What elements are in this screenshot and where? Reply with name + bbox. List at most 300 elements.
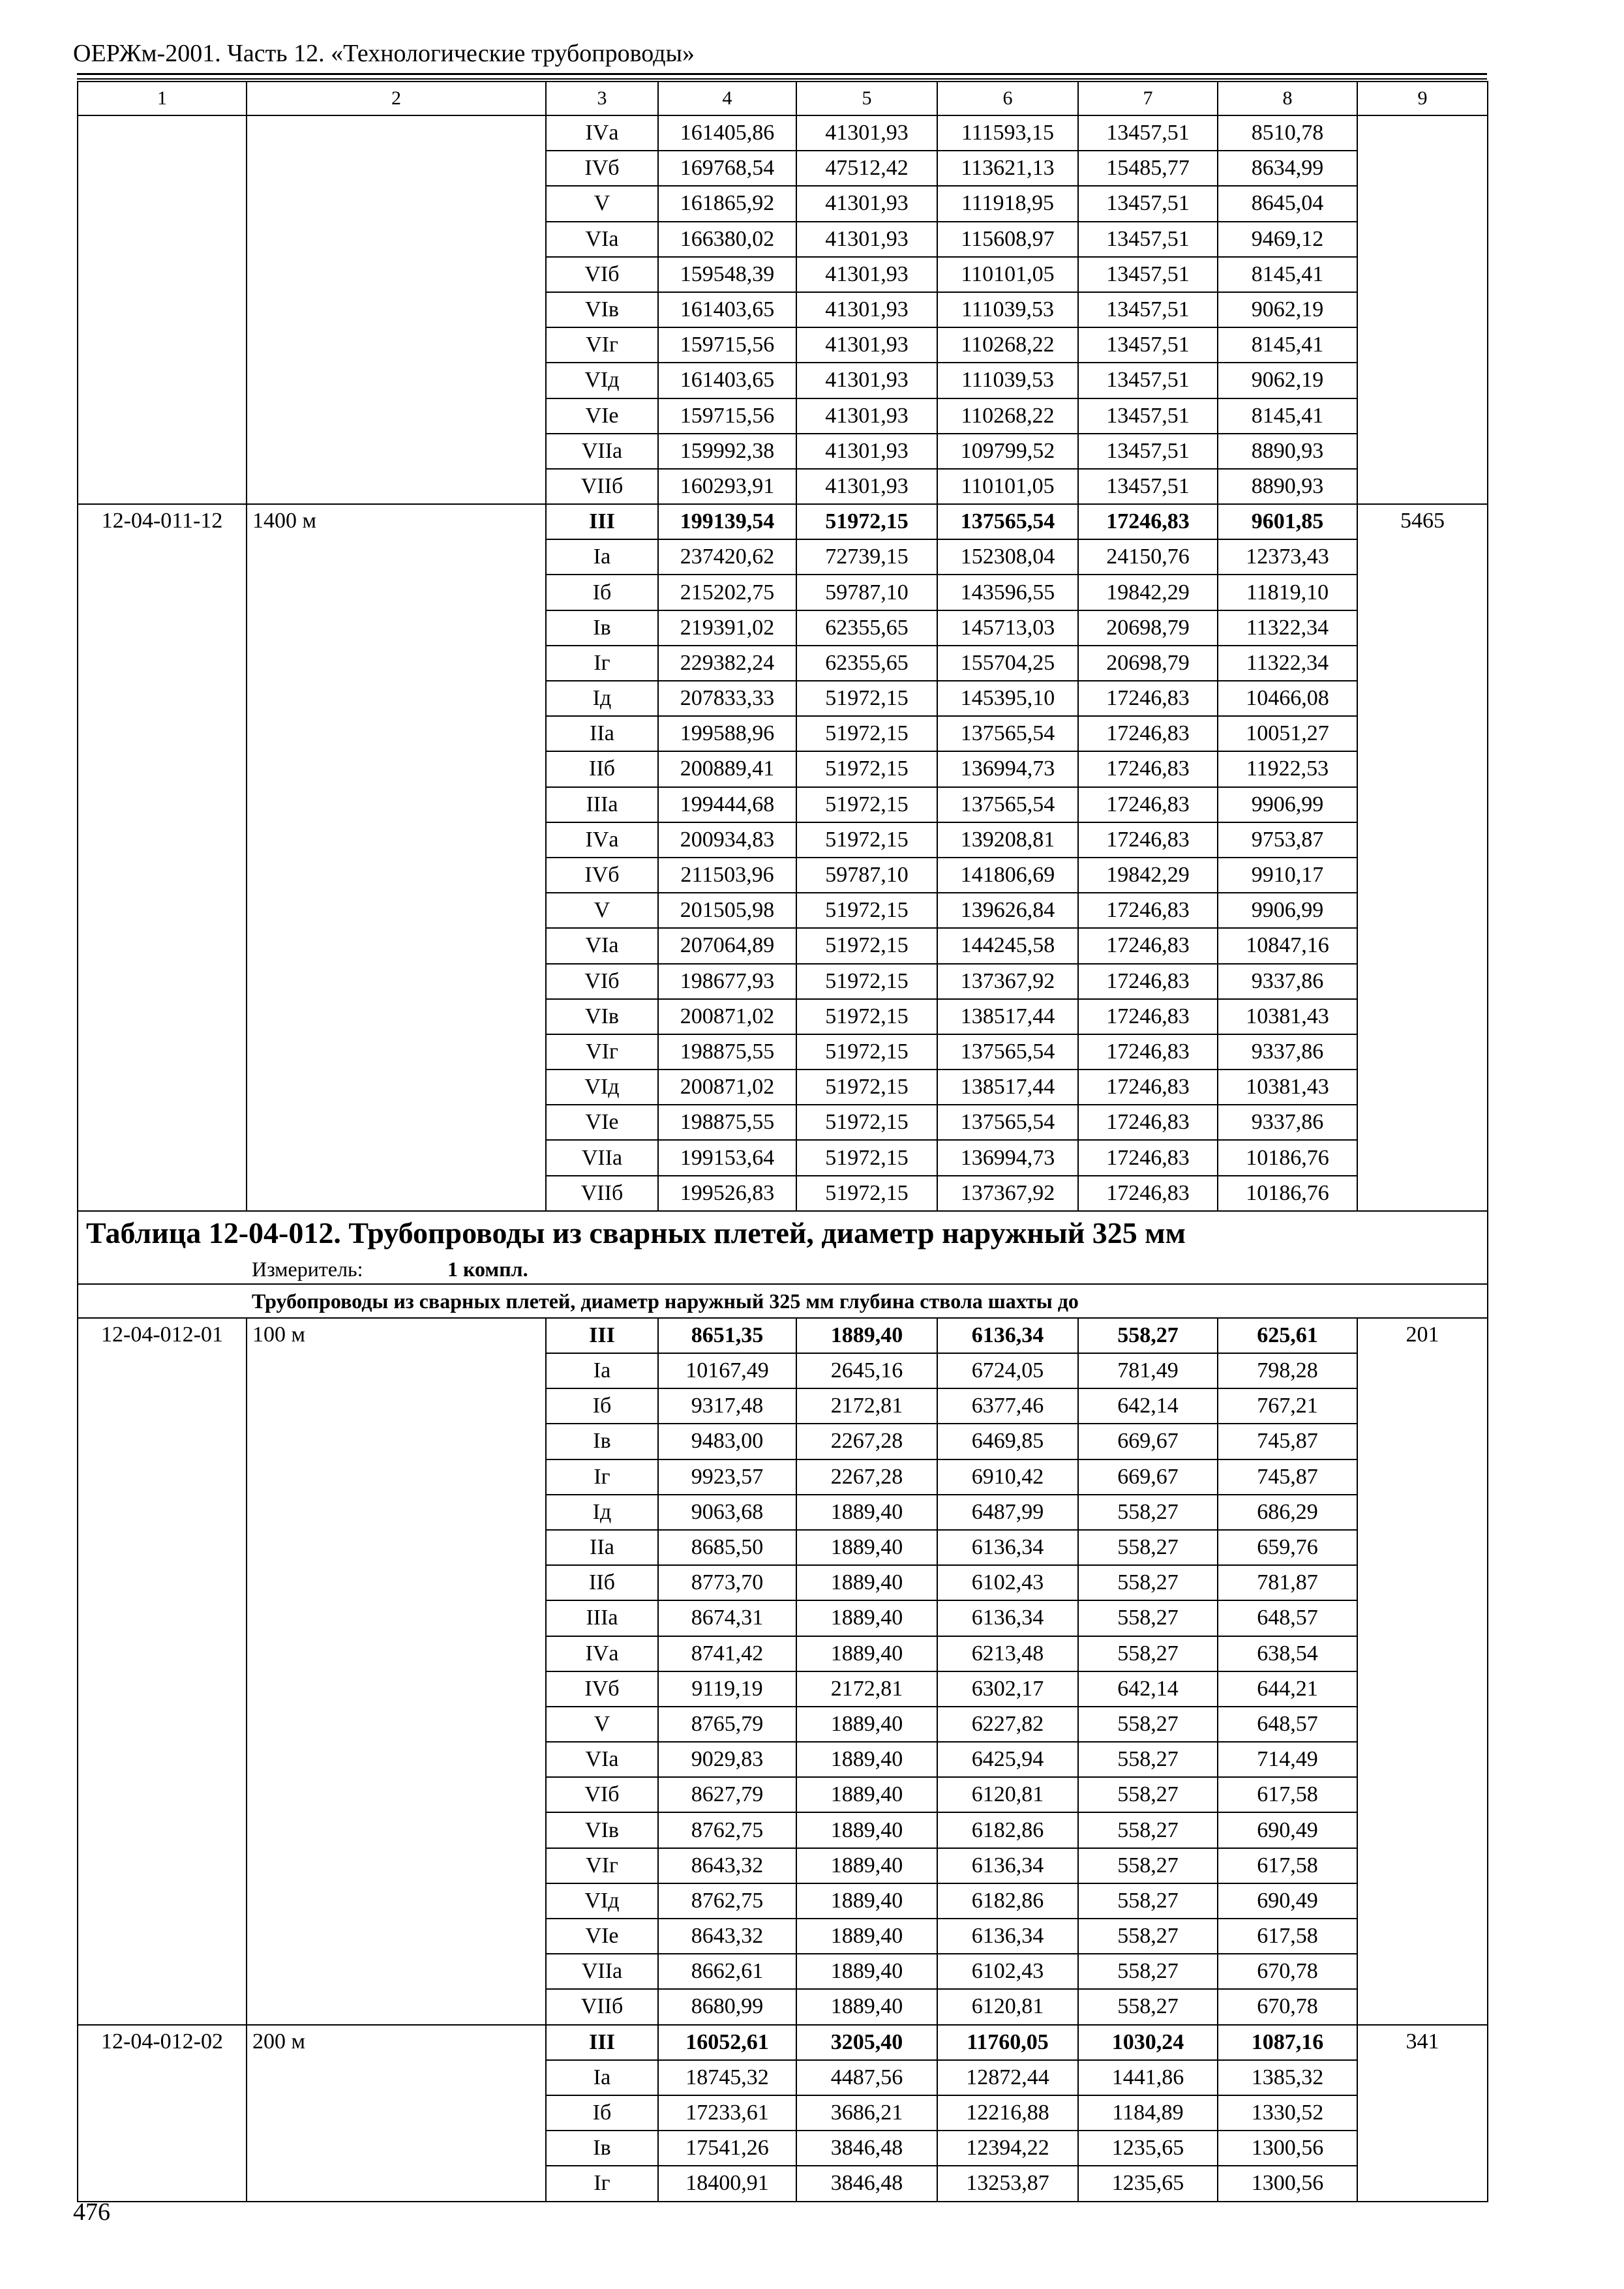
value-cell: 17233,61 [658, 2095, 796, 2131]
value-cell: 558,27 [1078, 1848, 1218, 1883]
measure-label: Измеритель: [252, 1257, 363, 1281]
value-cell: 155704,25 [937, 646, 1078, 681]
value-cell: 13457,51 [1078, 292, 1218, 327]
value-cell: 161403,65 [658, 292, 796, 327]
value-cell: 9337,86 [1218, 1105, 1357, 1140]
value-cell: 10381,43 [1218, 1070, 1357, 1105]
zone-cell: VIд [546, 363, 658, 398]
value-cell: 18400,91 [658, 2166, 796, 2201]
value-cell: 11322,34 [1218, 646, 1357, 681]
value-cell: 690,49 [1218, 1883, 1357, 1919]
value-cell: 9029,83 [658, 1742, 796, 1777]
value-cell: 558,27 [1078, 1919, 1218, 1954]
value-cell: 200934,83 [658, 822, 796, 858]
value-cell: 138517,44 [937, 999, 1078, 1034]
value-cell: 6102,43 [937, 1565, 1078, 1600]
header-rule-thin [77, 78, 1487, 80]
zone-cell: IVб [546, 858, 658, 893]
value-cell: 9317,48 [658, 1388, 796, 1424]
zone-cell: Iв [546, 2131, 658, 2166]
value-cell: 141806,69 [937, 858, 1078, 893]
zone-cell: IIб [546, 1565, 658, 1600]
value-cell: 110268,22 [937, 327, 1078, 363]
labor-total-continued [1357, 115, 1488, 504]
shaft-depth: 200 м [247, 2025, 546, 2202]
value-cell: 9906,99 [1218, 893, 1357, 928]
value-cell: 8651,35 [658, 1318, 796, 1353]
value-cell: 10051,27 [1218, 716, 1357, 751]
rate-code: 12-04-012-02 [78, 2025, 247, 2202]
zone-cell: Iг [546, 646, 658, 681]
value-cell: 8634,99 [1218, 151, 1357, 186]
value-cell: 558,27 [1078, 1777, 1218, 1812]
column-number: 3 [546, 82, 658, 115]
value-cell: 1235,65 [1078, 2166, 1218, 2201]
zone-cell: IIIа [546, 787, 658, 822]
value-cell: 51972,15 [796, 1105, 937, 1140]
value-cell: 745,87 [1218, 1424, 1357, 1459]
value-cell: 229382,24 [658, 646, 796, 681]
zone-cell: VIг [546, 327, 658, 363]
value-cell: 11760,05 [937, 2025, 1078, 2060]
value-cell: 8773,70 [658, 1565, 796, 1600]
value-cell: 11922,53 [1218, 751, 1357, 786]
measure-row [78, 1255, 1488, 1284]
zone-cell: VIIб [546, 469, 658, 504]
value-cell: 669,67 [1078, 1459, 1218, 1495]
value-cell: 159715,56 [658, 398, 796, 434]
zone-cell: Iа [546, 1353, 658, 1388]
value-cell: 17246,83 [1078, 964, 1218, 999]
zone-cell: VIIа [546, 1140, 658, 1175]
value-cell: 211503,96 [658, 858, 796, 893]
value-cell: 161405,86 [658, 115, 796, 151]
value-cell: 24150,76 [1078, 539, 1218, 575]
value-cell: 166380,02 [658, 222, 796, 257]
value-cell: 3846,48 [796, 2166, 937, 2201]
value-cell: 798,28 [1218, 1353, 1357, 1388]
column-number-row [78, 82, 1488, 115]
subtitle-row [78, 1284, 1488, 1318]
value-cell: 648,57 [1218, 1600, 1357, 1636]
value-cell: 8510,78 [1218, 115, 1357, 151]
value-cell: 558,27 [1078, 1989, 1218, 2024]
value-cell: 6910,42 [937, 1459, 1078, 1495]
value-cell: 145395,10 [937, 681, 1078, 716]
table-row [78, 2025, 1488, 2060]
shaft-depth-continued [247, 115, 546, 504]
value-cell: 17246,83 [1078, 716, 1218, 751]
value-cell: 72739,15 [796, 539, 937, 575]
value-cell: 558,27 [1078, 1565, 1218, 1600]
value-cell: 136994,73 [937, 1140, 1078, 1175]
zone-cell: VIе [546, 398, 658, 434]
zone-cell: VIд [546, 1070, 658, 1105]
value-cell: 558,27 [1078, 1707, 1218, 1742]
value-cell: 1889,40 [796, 1530, 937, 1565]
value-cell: 6425,94 [937, 1742, 1078, 1777]
value-cell: 8643,32 [658, 1919, 796, 1954]
value-cell: 781,49 [1078, 1353, 1218, 1388]
value-cell: 558,27 [1078, 1318, 1218, 1353]
value-cell: 17246,83 [1078, 1105, 1218, 1140]
value-cell: 670,78 [1218, 1954, 1357, 1989]
value-cell: 200871,02 [658, 1070, 796, 1105]
value-cell: 51972,15 [796, 787, 937, 822]
labor-total: 5465 [1357, 504, 1488, 1211]
zone-cell: IVа [546, 822, 658, 858]
table-row [78, 1318, 1488, 1353]
value-cell: 558,27 [1078, 1636, 1218, 1671]
value-cell: 8662,61 [658, 1954, 796, 1989]
value-cell: 137565,54 [937, 1105, 1078, 1140]
value-cell: 51972,15 [796, 928, 937, 963]
value-cell: 109799,52 [937, 434, 1078, 469]
table-row [78, 504, 1488, 539]
value-cell: 6487,99 [937, 1495, 1078, 1530]
zone-cell: IIб [546, 751, 658, 786]
value-cell: 781,87 [1218, 1565, 1357, 1600]
zone-cell: IVа [546, 115, 658, 151]
value-cell: 139626,84 [937, 893, 1078, 928]
value-cell: 199444,68 [658, 787, 796, 822]
value-cell: 10167,49 [658, 1353, 796, 1388]
value-cell: 145713,03 [937, 610, 1078, 646]
column-number: 8 [1218, 82, 1357, 115]
zone-cell: VIа [546, 1742, 658, 1777]
value-cell: 1889,40 [796, 1954, 937, 1989]
value-cell: 6136,34 [937, 1530, 1078, 1565]
value-cell: 13457,51 [1078, 327, 1218, 363]
measure-cell [78, 1255, 1488, 1284]
value-cell: 51972,15 [796, 1034, 937, 1070]
value-cell: 13457,51 [1078, 398, 1218, 434]
zone-cell: VIб [546, 964, 658, 999]
value-cell: 642,14 [1078, 1671, 1218, 1707]
value-cell: 199588,96 [658, 716, 796, 751]
value-cell: 51972,15 [796, 1176, 937, 1211]
value-cell: 670,78 [1218, 1989, 1357, 2024]
value-cell: 558,27 [1078, 1530, 1218, 1565]
value-cell: 137367,92 [937, 964, 1078, 999]
value-cell: 6724,05 [937, 1353, 1078, 1388]
value-cell: 152308,04 [937, 539, 1078, 575]
value-cell: 137565,54 [937, 787, 1078, 822]
value-cell: 207833,33 [658, 681, 796, 716]
value-cell: 17246,83 [1078, 1140, 1218, 1175]
rates-table [77, 81, 1488, 2202]
zone-cell: VIе [546, 1105, 658, 1140]
value-cell: 110268,22 [937, 398, 1078, 434]
value-cell: 642,14 [1078, 1388, 1218, 1424]
labor-total: 201 [1357, 1318, 1488, 2025]
value-cell: 20698,79 [1078, 610, 1218, 646]
zone-cell: Iв [546, 610, 658, 646]
zone-cell: III [546, 2025, 658, 2060]
value-cell: 2267,28 [796, 1424, 937, 1459]
value-cell: 62355,65 [796, 646, 937, 681]
value-cell: 137565,54 [937, 504, 1078, 539]
value-cell: 12216,88 [937, 2095, 1078, 2131]
zone-cell: Iб [546, 2095, 658, 2131]
value-cell: 137367,92 [937, 1176, 1078, 1211]
value-cell: 51972,15 [796, 964, 937, 999]
value-cell: 1235,65 [1078, 2131, 1218, 2166]
value-cell: 17246,83 [1078, 893, 1218, 928]
value-cell: 9753,87 [1218, 822, 1357, 858]
value-cell: 1889,40 [796, 1883, 937, 1919]
zone-cell: III [546, 504, 658, 539]
value-cell: 51972,15 [796, 999, 937, 1034]
value-cell: 6182,86 [937, 1812, 1078, 1848]
value-cell: 8741,42 [658, 1636, 796, 1671]
value-cell: 19842,29 [1078, 575, 1218, 610]
value-cell: 1300,56 [1218, 2131, 1357, 2166]
column-number: 6 [937, 82, 1078, 115]
value-cell: 41301,93 [796, 398, 937, 434]
value-cell: 59787,10 [796, 575, 937, 610]
value-cell: 2172,81 [796, 1671, 937, 1707]
value-cell: 159992,38 [658, 434, 796, 469]
zone-cell: IVб [546, 1671, 658, 1707]
value-cell: 3846,48 [796, 2131, 937, 2166]
value-cell: 6120,81 [937, 1989, 1078, 2024]
value-cell: 1889,40 [796, 1919, 937, 1954]
value-cell: 20698,79 [1078, 646, 1218, 681]
zone-cell: III [546, 1318, 658, 1353]
value-cell: 41301,93 [796, 434, 937, 469]
value-cell: 1889,40 [796, 1812, 937, 1848]
value-cell: 745,87 [1218, 1459, 1357, 1495]
value-cell: 199139,54 [658, 504, 796, 539]
rate-code-continued [78, 115, 247, 504]
value-cell: 638,54 [1218, 1636, 1357, 1671]
value-cell: 1184,89 [1078, 2095, 1218, 2131]
value-cell: 10186,76 [1218, 1176, 1357, 1211]
value-cell: 237420,62 [658, 539, 796, 575]
value-cell: 9119,19 [658, 1671, 796, 1707]
table-row [78, 115, 1488, 151]
value-cell: 659,76 [1218, 1530, 1357, 1565]
value-cell: 13457,51 [1078, 222, 1218, 257]
value-cell: 6213,48 [937, 1636, 1078, 1671]
value-cell: 1385,32 [1218, 2060, 1357, 2095]
value-cell: 8145,41 [1218, 257, 1357, 292]
value-cell: 159548,39 [658, 257, 796, 292]
value-cell: 690,49 [1218, 1812, 1357, 1848]
subtitle-cell [78, 1284, 1488, 1318]
measure-unit: 1 компл. [447, 1257, 528, 1281]
running-header: ОЕРЖм-2001. Часть 12. «Технологические трубопроводы» [73, 40, 695, 67]
value-cell: 207064,89 [658, 928, 796, 963]
column-number: 1 [78, 82, 247, 115]
value-cell: 13457,51 [1078, 115, 1218, 151]
value-cell: 17246,83 [1078, 999, 1218, 1034]
zone-cell: IVб [546, 151, 658, 186]
value-cell: 8685,50 [658, 1530, 796, 1565]
value-cell: 3205,40 [796, 2025, 937, 2060]
value-cell: 41301,93 [796, 222, 937, 257]
value-cell: 9906,99 [1218, 787, 1357, 822]
value-cell: 110101,05 [937, 257, 1078, 292]
value-cell: 1889,40 [796, 1707, 937, 1742]
shaft-depth: 1400 м [247, 504, 546, 1211]
value-cell: 17246,83 [1078, 1070, 1218, 1105]
value-cell: 115608,97 [937, 222, 1078, 257]
value-cell: 6377,46 [937, 1388, 1078, 1424]
value-cell: 1030,24 [1078, 2025, 1218, 2060]
value-cell: 161403,65 [658, 363, 796, 398]
zone-cell: IIа [546, 1530, 658, 1565]
value-cell: 16052,61 [658, 2025, 796, 2060]
zone-cell: VIб [546, 257, 658, 292]
value-cell: 8762,75 [658, 1883, 796, 1919]
value-cell: 200871,02 [658, 999, 796, 1034]
value-cell: 1889,40 [796, 1495, 937, 1530]
value-cell: 11322,34 [1218, 610, 1357, 646]
zone-cell: VIг [546, 1848, 658, 1883]
zone-cell: VIIб [546, 1989, 658, 2024]
value-cell: 215202,75 [658, 575, 796, 610]
zone-cell: Iб [546, 1388, 658, 1424]
value-cell: 8645,04 [1218, 186, 1357, 221]
value-cell: 200889,41 [658, 751, 796, 786]
zone-cell: VIIа [546, 434, 658, 469]
value-cell: 9923,57 [658, 1459, 796, 1495]
value-cell: 558,27 [1078, 1600, 1218, 1636]
column-number: 5 [796, 82, 937, 115]
value-cell: 8680,99 [658, 1989, 796, 2024]
value-cell: 558,27 [1078, 1954, 1218, 1989]
value-cell: 6136,34 [937, 1318, 1078, 1353]
value-cell: 18745,32 [658, 2060, 796, 2095]
value-cell: 8765,79 [658, 1707, 796, 1742]
value-cell: 1889,40 [796, 1848, 937, 1883]
value-cell: 10466,08 [1218, 681, 1357, 716]
value-cell: 13457,51 [1078, 186, 1218, 221]
value-cell: 8890,93 [1218, 434, 1357, 469]
zone-cell: Iб [546, 575, 658, 610]
column-number: 7 [1078, 82, 1218, 115]
value-cell: 138517,44 [937, 1070, 1078, 1105]
zone-cell: VIв [546, 292, 658, 327]
value-cell: 1441,86 [1078, 2060, 1218, 2095]
zone-cell: Iг [546, 1459, 658, 1495]
value-cell: 198875,55 [658, 1105, 796, 1140]
value-cell: 6182,86 [937, 1883, 1078, 1919]
zone-cell: VIг [546, 1034, 658, 1070]
value-cell: 6469,85 [937, 1424, 1078, 1459]
zone-cell: IVа [546, 1636, 658, 1671]
value-cell: 160293,91 [658, 469, 796, 504]
zone-cell: Iд [546, 681, 658, 716]
value-cell: 2267,28 [796, 1459, 937, 1495]
value-cell: 15485,77 [1078, 151, 1218, 186]
value-cell: 8643,32 [658, 1848, 796, 1883]
value-cell: 1889,40 [796, 1636, 937, 1671]
value-cell: 9469,12 [1218, 222, 1357, 257]
value-cell: 8145,41 [1218, 327, 1357, 363]
value-cell: 3686,21 [796, 2095, 937, 2131]
value-cell: 558,27 [1078, 1495, 1218, 1530]
value-cell: 6302,17 [937, 1671, 1078, 1707]
column-number: 4 [658, 82, 796, 115]
value-cell: 199526,83 [658, 1176, 796, 1211]
value-cell: 17246,83 [1078, 751, 1218, 786]
value-cell: 51972,15 [796, 716, 937, 751]
value-cell: 714,49 [1218, 1742, 1357, 1777]
zone-cell: V [546, 1707, 658, 1742]
value-cell: 2172,81 [796, 1388, 937, 1424]
value-cell: 219391,02 [658, 610, 796, 646]
value-cell: 12373,43 [1218, 539, 1357, 575]
value-cell: 17246,83 [1078, 1034, 1218, 1070]
value-cell: 143596,55 [937, 575, 1078, 610]
zone-cell: Iа [546, 539, 658, 575]
value-cell: 644,21 [1218, 1671, 1357, 1707]
value-cell: 8627,79 [658, 1777, 796, 1812]
value-cell: 13457,51 [1078, 257, 1218, 292]
value-cell: 558,27 [1078, 1883, 1218, 1919]
value-cell: 111039,53 [937, 292, 1078, 327]
value-cell: 201505,98 [658, 893, 796, 928]
value-cell: 11819,10 [1218, 575, 1357, 610]
value-cell: 6136,34 [937, 1848, 1078, 1883]
value-cell: 9483,00 [658, 1424, 796, 1459]
zone-cell: IIа [546, 716, 658, 751]
value-cell: 17246,83 [1078, 928, 1218, 963]
value-cell: 51972,15 [796, 751, 937, 786]
value-cell: 51972,15 [796, 681, 937, 716]
table-subtitle: Трубопроводы из сварных плетей, диаметр наружный 325 мм глубина ствола шахты до [252, 1289, 1079, 1313]
value-cell: 6227,82 [937, 1707, 1078, 1742]
value-cell: 17541,26 [658, 2131, 796, 2166]
zone-cell: VIв [546, 1812, 658, 1848]
value-cell: 8762,75 [658, 1812, 796, 1848]
value-cell: 12394,22 [937, 2131, 1078, 2166]
value-cell: 617,58 [1218, 1848, 1357, 1883]
zone-cell: V [546, 893, 658, 928]
value-cell: 4487,56 [796, 2060, 937, 2095]
value-cell: 2645,16 [796, 1353, 937, 1388]
zone-cell: V [546, 186, 658, 221]
value-cell: 159715,56 [658, 327, 796, 363]
value-cell: 144245,58 [937, 928, 1078, 963]
value-cell: 617,58 [1218, 1777, 1357, 1812]
value-cell: 625,61 [1218, 1318, 1357, 1353]
value-cell: 19842,29 [1078, 858, 1218, 893]
value-cell: 8674,31 [658, 1600, 796, 1636]
table-title-row [78, 1211, 1488, 1255]
table-title: Таблица 12-04-012. Трубопроводы из сварных плетей, диаметр наружный 325 мм [78, 1211, 1488, 1255]
value-cell: 10847,16 [1218, 928, 1357, 963]
zone-cell: VIд [546, 1883, 658, 1919]
value-cell: 13457,51 [1078, 363, 1218, 398]
value-cell: 10381,43 [1218, 999, 1357, 1034]
value-cell: 17246,83 [1078, 681, 1218, 716]
value-cell: 111039,53 [937, 363, 1078, 398]
value-cell: 9063,68 [658, 1495, 796, 1530]
value-cell: 648,57 [1218, 1707, 1357, 1742]
value-cell: 110101,05 [937, 469, 1078, 504]
value-cell: 199153,64 [658, 1140, 796, 1175]
zone-cell: VIIа [546, 1954, 658, 1989]
rate-code: 12-04-011-12 [78, 504, 247, 1211]
value-cell: 51972,15 [796, 1140, 937, 1175]
value-cell: 62355,65 [796, 610, 937, 646]
value-cell: 59787,10 [796, 858, 937, 893]
value-cell: 113621,13 [937, 151, 1078, 186]
